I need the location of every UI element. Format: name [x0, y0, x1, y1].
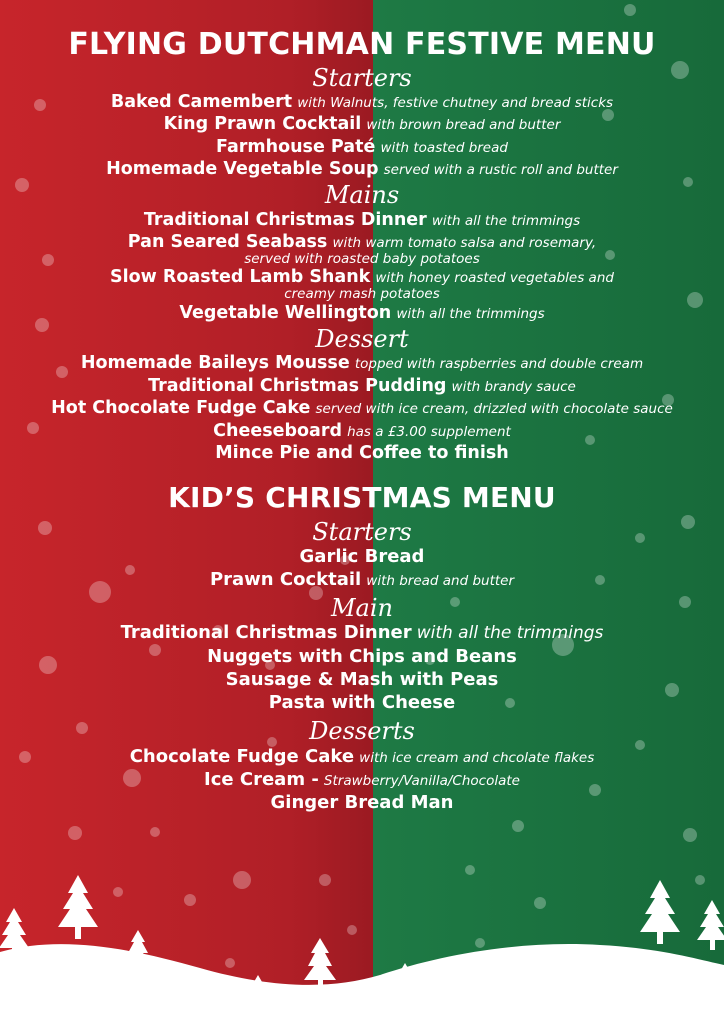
- item-name: Farmhouse Paté: [216, 136, 376, 157]
- item-name: Homemade Baileys Mousse: [80, 353, 350, 374]
- snow-hills: [0, 944, 724, 1024]
- item-name: Homemade Vegetable Soup: [106, 159, 379, 180]
- item-name: Vegetable Wellington: [179, 302, 392, 323]
- item-name: Hot Chocolate Fudge Cake: [51, 398, 311, 419]
- item-description: served with a rustic roll and butter: [383, 162, 618, 179]
- menu-item: [0, 209, 724, 231]
- item-name: Mince Pie and Coffee to finish: [215, 443, 509, 464]
- menu-item: [0, 113, 724, 135]
- menu-item: [0, 420, 724, 442]
- item-description: with ice cream and chcolate flakes: [359, 749, 595, 766]
- festive-mains-heading: Mains: [324, 181, 400, 210]
- menu-item: [0, 397, 724, 419]
- item-name: King Prawn Cocktail: [163, 114, 362, 135]
- kids-desserts-heading: Desserts: [309, 717, 415, 746]
- item-name: Pasta with Cheese: [268, 692, 456, 714]
- kids-menu-title: KID’S CHRISTMAS MENU: [168, 481, 556, 515]
- item-name: Ginger Bread Man: [270, 791, 454, 813]
- festive-starters-section: [0, 65, 724, 181]
- festive-dessert-section: [0, 326, 724, 464]
- item-name: Traditional Christmas Pudding: [148, 375, 447, 396]
- menu-item: [0, 231, 724, 266]
- festive-dessert-heading: Dessert: [315, 325, 409, 354]
- menu-item: [0, 352, 724, 374]
- menu-item: [0, 568, 724, 591]
- item-description: served with ice cream, drizzled with chocolate sauce: [315, 401, 673, 418]
- menu-item: [0, 545, 724, 568]
- item-description: with brandy sauce: [451, 378, 576, 395]
- item-name: Prawn Cocktail: [209, 569, 362, 591]
- menu-item: [0, 745, 724, 768]
- kids-starters-section: [0, 519, 724, 591]
- menu-item: [0, 136, 724, 158]
- item-description-line2: served with roasted baby potatoes: [244, 250, 480, 267]
- festive-menu-title: FLYING DUTCHMAN FESTIVE MENU: [68, 27, 656, 62]
- menu-item: [0, 791, 724, 814]
- item-name: Slow Roasted Lamb Shank: [110, 267, 371, 288]
- item-description: has a £3.00 supplement: [347, 423, 511, 440]
- item-name: Nuggets with Chips and Beans: [207, 646, 517, 668]
- item-description: with bread and butter: [366, 573, 515, 590]
- festive-mains-section: [0, 182, 724, 324]
- menu-item: [0, 375, 724, 397]
- item-name: Traditional Christmas Dinner: [143, 209, 427, 230]
- menu-item: [0, 668, 724, 691]
- menu-item: [0, 691, 724, 714]
- kids-main-heading: Main: [330, 594, 393, 623]
- item-description: with honey roasted vegetables and: [375, 270, 614, 287]
- menu-item: [0, 302, 724, 324]
- item-name: Chocolate Fudge Cake: [129, 745, 355, 767]
- item-description: Strawberry/Vanilla/Chocolate: [323, 772, 520, 789]
- menu-item: [0, 91, 724, 113]
- item-name: Traditional Christmas Dinner: [120, 622, 412, 644]
- menu-item: [0, 621, 724, 645]
- item-description: with all the trimmings: [416, 623, 604, 644]
- item-description: with all the trimmings: [431, 212, 581, 229]
- item-description: with warm tomato salsa and rosemary,: [332, 235, 597, 252]
- menu-item: [0, 442, 724, 464]
- item-description-line2: creamy mash potatoes: [284, 285, 440, 302]
- item-name: Garlic Bread: [299, 546, 425, 568]
- item-description: with all the trimmings: [396, 305, 545, 322]
- kids-desserts-section: [0, 718, 724, 813]
- festive-starters-heading: Starters: [312, 63, 412, 92]
- menu-item: [0, 158, 724, 180]
- item-name: Pan Seared Seabass: [127, 232, 328, 253]
- menu-item: [0, 645, 724, 668]
- item-name: Baked Camembert: [110, 91, 293, 112]
- menu-item: [0, 768, 724, 791]
- item-name: Sausage & Mash with Peas: [225, 669, 499, 691]
- kids-starters-heading: Starters: [312, 517, 412, 546]
- menu-item: [0, 266, 724, 301]
- item-description: with toasted bread: [380, 139, 508, 156]
- item-description: with brown bread and butter: [366, 117, 561, 134]
- kids-main-section: [0, 595, 724, 714]
- item-name: Ice Cream -: [204, 768, 319, 790]
- item-description: with Walnuts, festive chutney and bread sticks: [297, 94, 614, 111]
- item-description: topped with raspberries and double cream: [354, 356, 644, 373]
- item-name: Cheeseboard: [213, 420, 342, 441]
